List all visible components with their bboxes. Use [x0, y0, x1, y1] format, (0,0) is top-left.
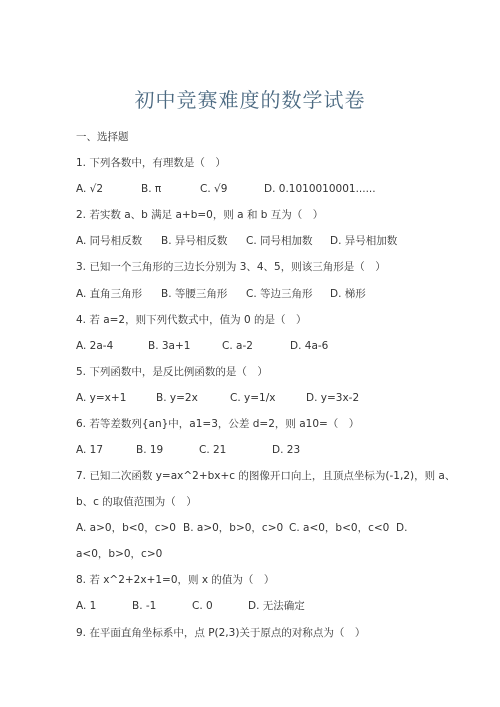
option-b: B. 3a+1	[148, 340, 191, 352]
question-1: 1. 下列各数中，有理数是（ ）	[76, 157, 226, 169]
question-8: 8. 若 x^2+2x+1=0，则 x 的值为（ ）	[76, 574, 275, 586]
option-b: B. -1	[132, 600, 157, 612]
option-a: A. 1	[76, 600, 97, 612]
option-d-value: a<0，b>0，c>0	[76, 548, 163, 560]
option-b: B. a>0，b>0，c>0	[183, 522, 284, 534]
option-d: D. 23	[272, 444, 301, 456]
section-heading: 一、选择题	[76, 131, 129, 143]
option-c: C. y=1/x	[230, 392, 276, 404]
option-a: A. y=x+1	[76, 392, 127, 404]
option-c: C. 0	[192, 600, 213, 612]
option-a: A. 直角三角形	[76, 288, 143, 300]
option-c: C. √9	[200, 183, 228, 195]
option-c: C. a-2	[222, 340, 253, 352]
question-6: 6. 若等差数列{an}中，a1=3，公差 d=2，则 a10=（ ）	[76, 418, 360, 430]
option-d: D. 异号相加数	[330, 235, 398, 247]
question-7-continued: b、c 的取值范围为（ ）	[76, 496, 197, 508]
question-7: 7. 已知二次函数 y=ax^2+bx+c 的图像开口向上，且顶点坐标为(-1,2)，则 a、	[76, 470, 456, 482]
option-d: D. y=3x-2	[306, 392, 360, 404]
option-c: C. 同号相加数	[246, 235, 313, 247]
option-c: C. a<0，b<0，c<0	[289, 522, 390, 534]
option-a: A. a>0，b<0，c>0	[76, 522, 176, 534]
option-b: B. 19	[136, 444, 164, 456]
option-b: B. 等腰三角形	[161, 288, 228, 300]
option-d: D. 4a-6	[290, 340, 329, 352]
option-a: A. 17	[76, 444, 104, 456]
option-d: D. 梯形	[330, 288, 366, 300]
option-c: C. 等边三角形	[246, 288, 313, 300]
option-a: A. 2a-4	[76, 340, 114, 352]
option-b: B. π	[141, 183, 162, 195]
option-a: A. √2	[76, 183, 104, 195]
option-d: D. 0.1010010001......	[264, 183, 376, 195]
option-d: D. 无法确定	[248, 600, 305, 612]
option-c: C. 21	[199, 444, 227, 456]
question-9: 9. 在平面直角坐标系中，点 P(2,3)关于原点的对称点为（ ）	[76, 627, 366, 639]
option-d: D.	[396, 522, 408, 534]
question-4: 4. 若 a=2，则下列代数式中，值为 0 的是（ ）	[76, 314, 307, 326]
option-a: A. 同号相反数	[76, 235, 143, 247]
question-3: 3. 已知一个三角形的三边长分别为 3、4、5，则该三角形是（ ）	[76, 261, 386, 273]
page-title: 初中竞赛难度的数学试卷	[134, 88, 366, 112]
question-5: 5. 下列函数中，是反比例函数的是（ ）	[76, 366, 268, 378]
option-b: B. 异号相反数	[161, 235, 228, 247]
option-b: B. y=2x	[156, 392, 198, 404]
question-2: 2. 若实数 a、b 满足 a+b=0，则 a 和 b 互为（ ）	[76, 209, 324, 221]
